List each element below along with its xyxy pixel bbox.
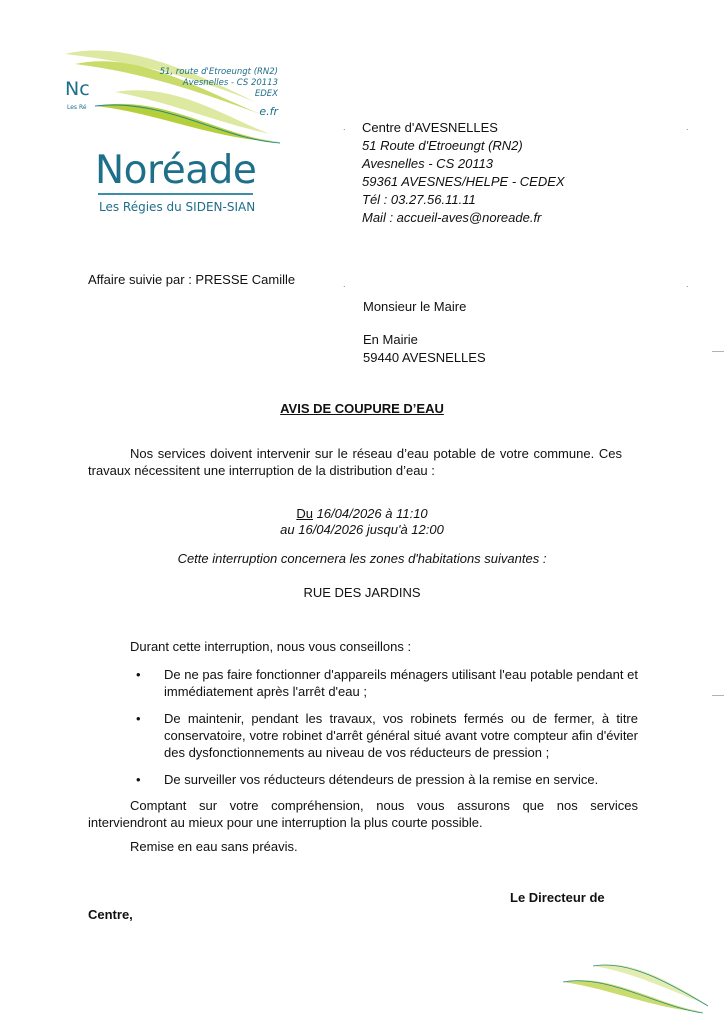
ghost-address <box>150 67 278 100</box>
sender-mail[interactable]: Mail : accueil-aves@noreade.fr <box>362 210 542 225</box>
noreade-logo <box>55 42 285 222</box>
fold-mark <box>712 695 724 696</box>
logo-tagline: Les Régies du SIDEN-SIAN <box>99 200 256 214</box>
bullet-icon: • <box>136 711 141 726</box>
closing-paragraph: Comptant sur votre compréhension, nous vous assurons que nos services interviendront au mieux pour une interruption la plus courte possible. <box>88 798 638 830</box>
advice-text: De surveiller vos réducteurs détendeurs de pression à la remise en service. <box>164 772 599 787</box>
recipient-name: Monsieur le Maire <box>363 299 467 314</box>
advice-list <box>130 666 638 798</box>
advice-text: De ne pas faire fonctionner d'appareils ménagers utilisant l'eau potable pendant et immédiatement après l'arrêt d'eau ; <box>164 667 638 699</box>
sender-street: 51 Route d'Etroeungt (RN2) <box>362 138 523 153</box>
ghost-address-line: 51, route d'Etroeungt (RN2) <box>159 67 278 77</box>
restore-note: Remise en eau sans préavis. <box>130 839 298 854</box>
period-start-value: 16/04/2026 à 11:10 <box>312 506 428 521</box>
advice-text: De maintenir, pendant les travaux, vos robinets fermés ou de fermer, à titre conservatoire, votre robinet d'arrêt général situé avant votre compteur afin d'éviter des dysfonctionnements au niveau de vos réducteurs de pression ; <box>164 711 638 760</box>
fold-mark <box>712 351 724 352</box>
bullet-icon: • <box>136 667 141 682</box>
sender-cs: Avesnelles - CS 20113 <box>362 156 494 171</box>
recipient-address <box>363 298 486 367</box>
ghost-web: e.fr <box>259 105 278 118</box>
zone-item: RUE DES JARDINS <box>303 585 421 600</box>
zones-intro: Cette interruption concernera les zones d'habitations suivantes : <box>177 551 547 566</box>
ghost-brand: Nc <box>65 78 90 100</box>
ghost-address-line: Avesnelles - CS 20113 <box>182 78 278 88</box>
advice-item <box>130 771 638 788</box>
recipient-line1: En Mairie <box>363 332 418 347</box>
frame-dot: . <box>343 122 346 132</box>
footer-wave-icon <box>558 950 718 1016</box>
logo-divider <box>98 193 253 195</box>
wave-icon <box>55 42 285 162</box>
advice-item <box>130 666 638 700</box>
frame-dot: . <box>686 122 689 132</box>
period-du-label: Du <box>296 506 313 521</box>
frame-dot: . <box>343 279 346 289</box>
sender-city: 59361 AVESNES/HELPE - CEDEX <box>362 174 565 189</box>
sender-centre: Centre d'AVESNELLES <box>362 120 498 135</box>
period-start <box>0 505 724 522</box>
advice-item <box>130 710 638 761</box>
bullet-icon: • <box>136 772 141 787</box>
recipient-line2: 59440 AVESNELLES <box>363 350 486 365</box>
sender-address <box>362 119 565 227</box>
logo-brand: Noréade <box>95 148 257 193</box>
advice-intro: Durant cette interruption, nous vous conseillons : <box>130 639 412 654</box>
period-end: au 16/04/2026 jusqu'à 12:00 <box>280 522 444 537</box>
ghost-tagline: Les Ré <box>67 104 87 111</box>
ghost-address-line: EDEX <box>254 89 278 99</box>
sender-phone: Tél : 03.27.56.11.11 <box>362 192 476 207</box>
signature-line2: Centre, <box>88 907 133 922</box>
case-handler: Affaire suivie par : PRESSE Camille <box>88 272 296 287</box>
page-title: AVIS DE COUPURE D’EAU <box>280 401 444 416</box>
signature-line1: Le Directeur de <box>510 890 605 905</box>
frame-dot: . <box>686 279 689 289</box>
intro-paragraph: Nos services doivent intervenir sur le réseau d’eau potable de votre commune. Ces travaux nécessitent une interruption de la distribution d’eau : <box>88 446 622 478</box>
